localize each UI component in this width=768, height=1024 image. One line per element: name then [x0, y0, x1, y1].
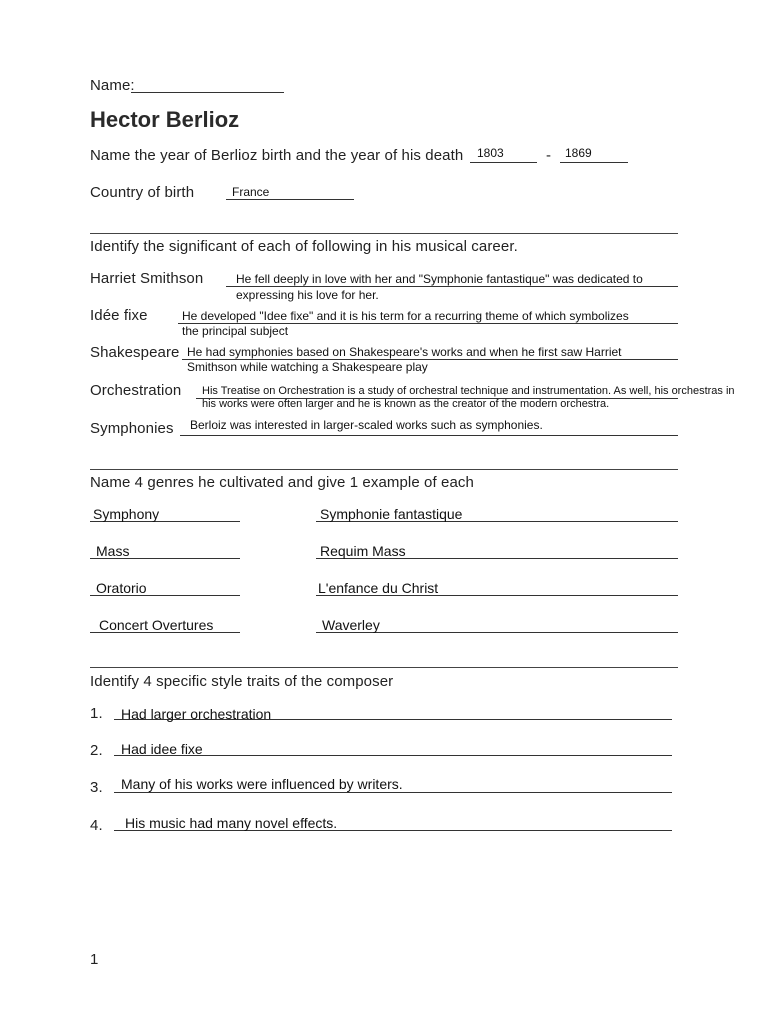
genre-example-answer: L'enfance du Christ [318, 580, 439, 596]
worksheet-title: Hector Berlioz [90, 107, 240, 132]
significance-answer-line1: Berloiz was interested in larger-scaled works such as symphonies. [190, 418, 543, 432]
country-field[interactable] [226, 199, 354, 200]
significance-label: Shakespeare [90, 344, 180, 361]
traits-heading: Identify 4 specific style traits of the composer [90, 673, 394, 690]
significance-answer-line2: expressing his love for her. [236, 288, 379, 302]
significance-field[interactable] [180, 435, 678, 436]
genre-example-answer: Symphonie fantastique [320, 506, 463, 522]
dates-question: Name the year of Berlioz birth and the year of his death [90, 147, 464, 164]
trait-answer: Had larger orchestration [121, 706, 272, 722]
trait-answer: His music had many novel effects. [125, 815, 338, 831]
trait-number: 2. [90, 742, 103, 759]
genre-answer: Concert Overtures [99, 617, 214, 633]
significance-answer-line2: Smithson while watching a Shakespeare play [187, 360, 428, 374]
section-divider [90, 667, 678, 668]
trait-field[interactable] [114, 792, 672, 793]
significance-field[interactable] [226, 286, 678, 287]
genre-answer: Mass [96, 543, 130, 559]
birth-year-answer: 1803 [477, 146, 504, 160]
genre-example-answer: Waverley [322, 617, 380, 633]
death-year-field[interactable] [560, 162, 628, 163]
significance-answer-line2: his works were often larger and he is known as the creator of the modern orchestra. [202, 398, 610, 410]
genre-answer: Oratorio [96, 580, 147, 596]
trait-number: 4. [90, 817, 103, 834]
significance-answer-line1: He developed "Idee fixe" and it is his term for a recurring theme of which symbolizes [182, 309, 629, 323]
name-field[interactable] [131, 92, 284, 93]
significance-heading: Identify the significant of each of following in his musical career. [90, 238, 518, 255]
page-number: 1 [90, 951, 99, 968]
death-year-answer: 1869 [565, 146, 592, 160]
genre-answer: Symphony [93, 506, 160, 522]
name-label: Name: [90, 77, 135, 94]
significance-answer-line1: He had symphonies based on Shakespeare's works and when he first saw Harriet [187, 345, 622, 359]
significance-label: Symphonies [90, 420, 174, 437]
birth-year-field[interactable] [470, 162, 537, 163]
genres-heading: Name 4 genres he cultivated and give 1 example of each [90, 474, 474, 491]
significance-label: Idée fixe [90, 307, 148, 324]
significance-label: Orchestration [90, 382, 182, 399]
country-answer: France [232, 185, 270, 199]
significance-answer-line1: He fell deeply in love with her and "Symphonie fantastique" was dedicated to [236, 272, 643, 286]
trait-number: 1. [90, 705, 103, 722]
significance-label: Harriet Smithson [90, 270, 204, 287]
section-divider [90, 233, 678, 234]
section-divider [90, 469, 678, 470]
significance-answer-line2: the principal subject [182, 324, 289, 338]
genre-example-answer: Requim Mass [320, 543, 406, 559]
date-dash: - [546, 147, 552, 164]
trait-number: 3. [90, 779, 103, 796]
trait-answer: Had idee fixe [121, 741, 203, 757]
trait-answer: Many of his works were influenced by writers. [121, 776, 403, 792]
country-label: Country of birth [90, 184, 195, 201]
significance-answer-line1: His Treatise on Orchestration is a study of orchestral technique and instrumentation. As well, his orchestras in [202, 385, 735, 397]
